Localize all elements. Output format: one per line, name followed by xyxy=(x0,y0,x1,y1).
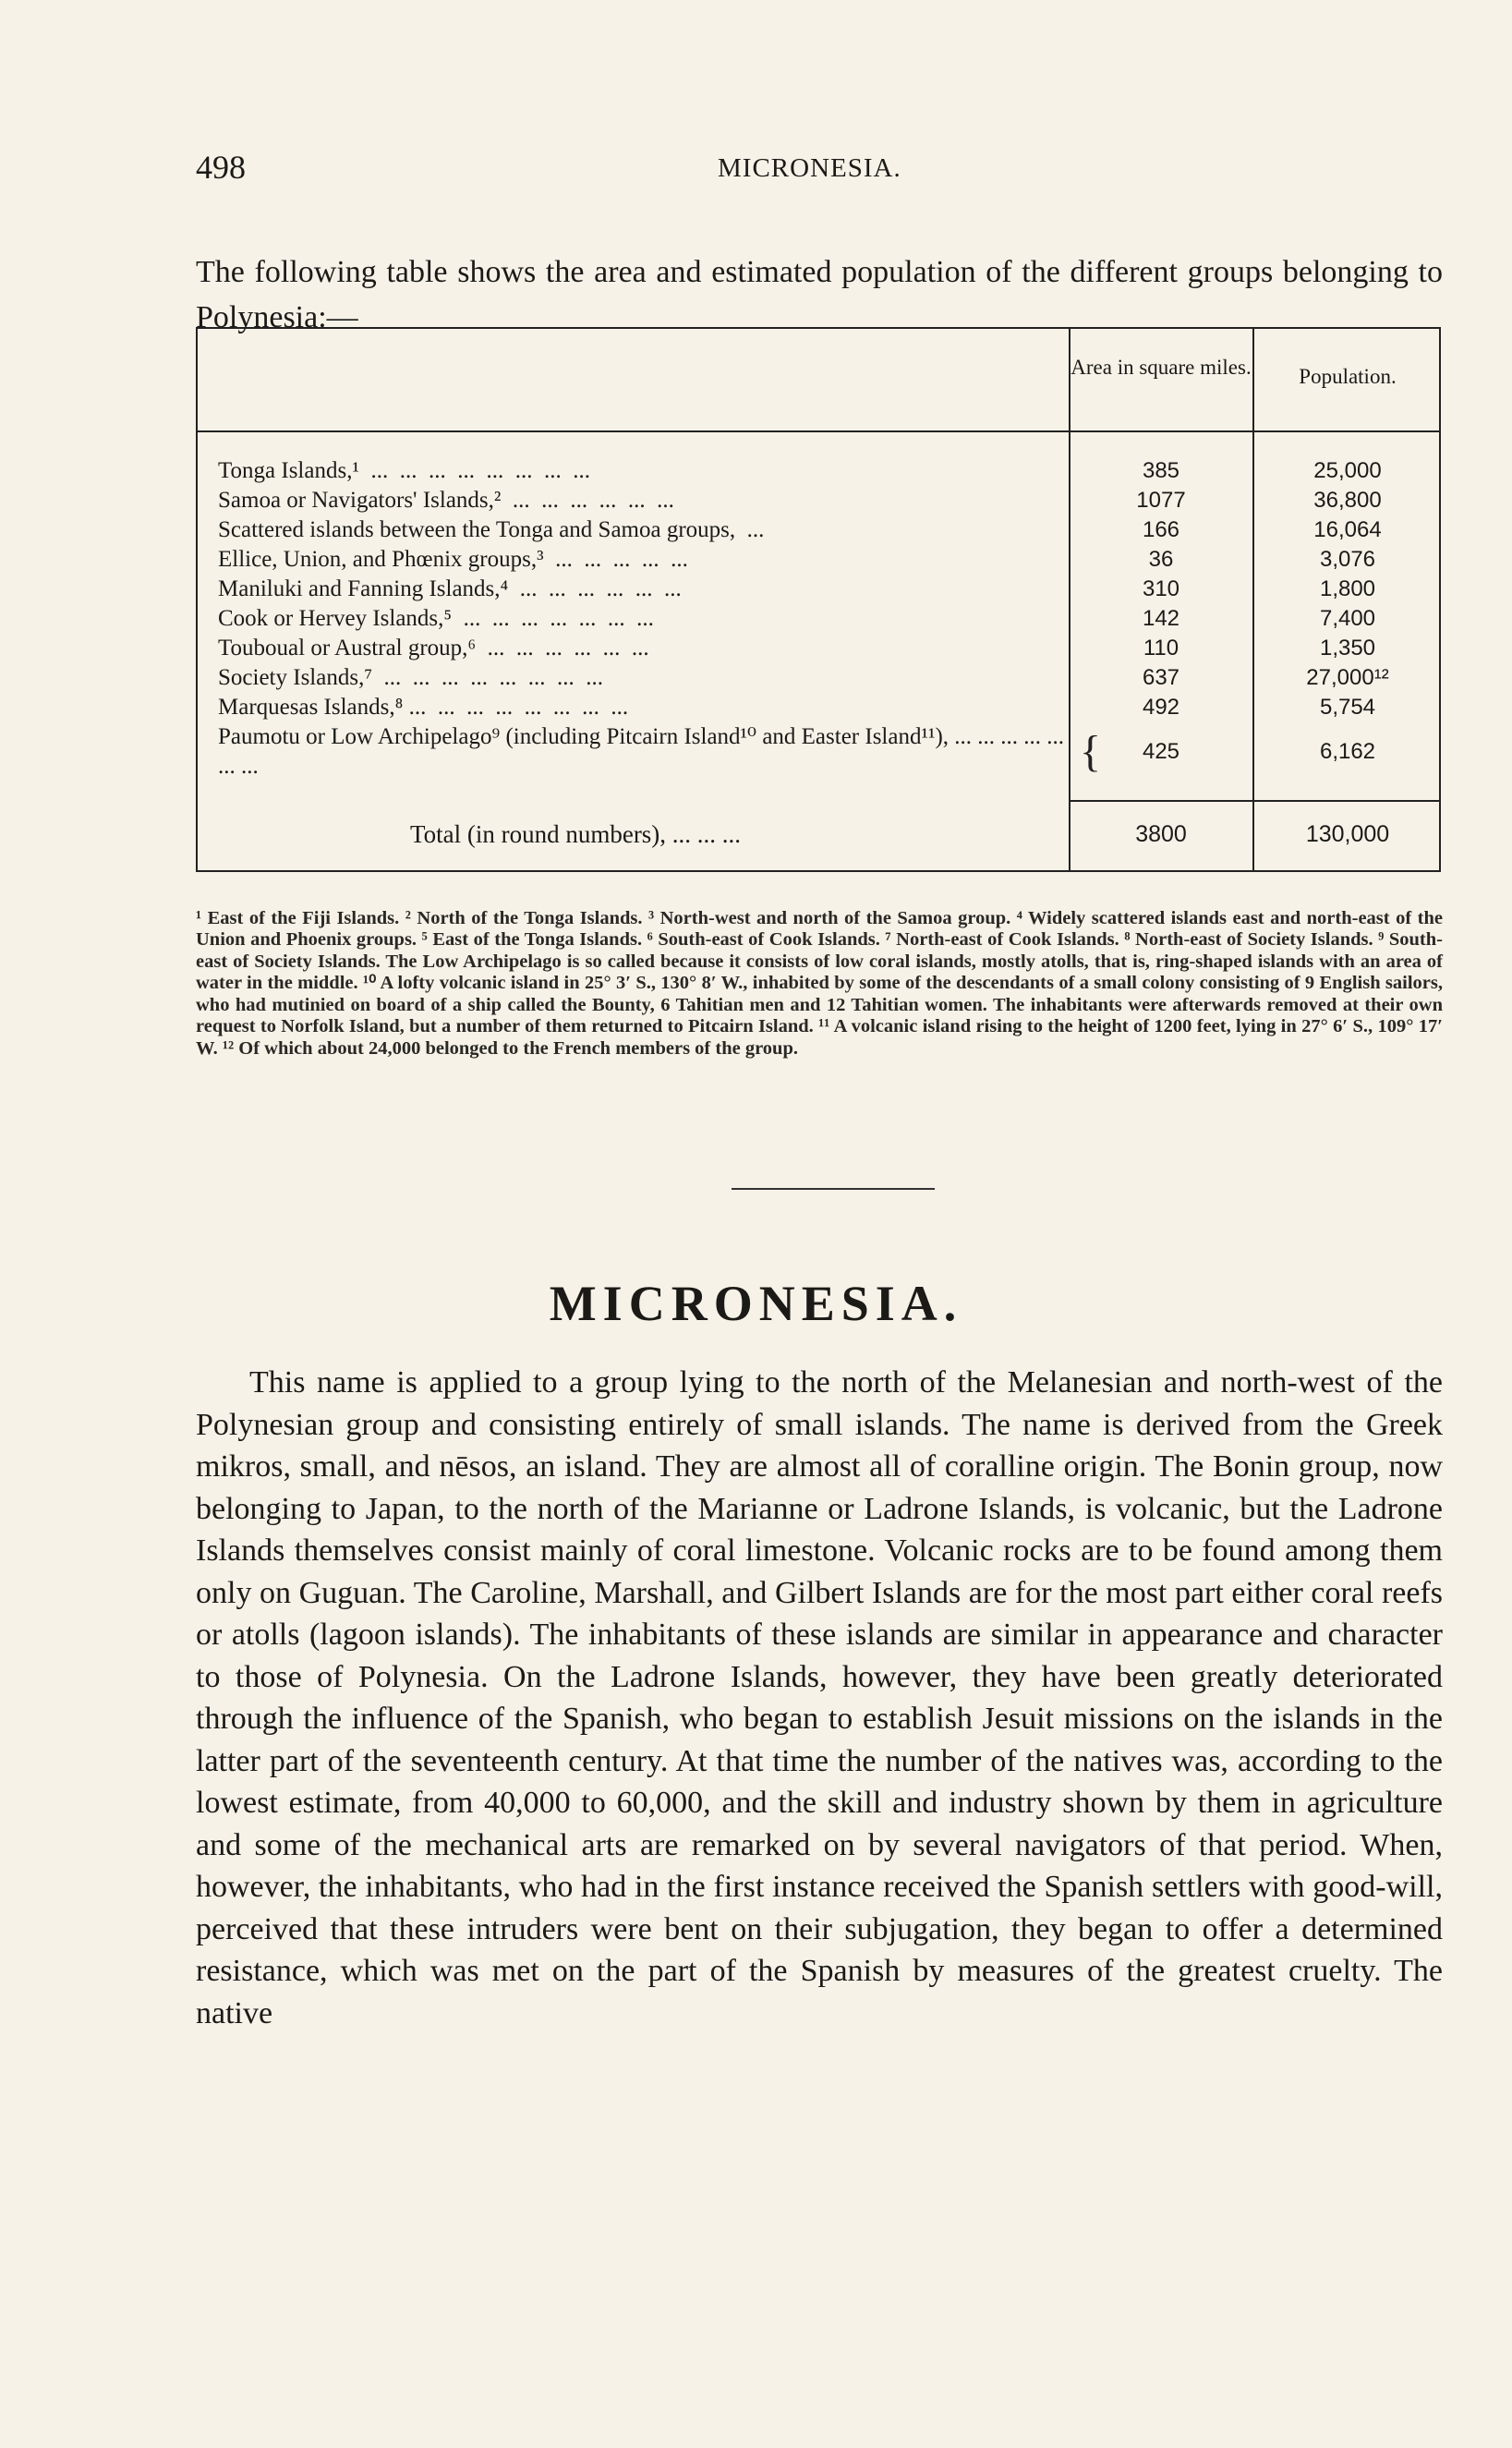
column-header-population: Population. xyxy=(1299,365,1397,388)
population-value: 1,350 xyxy=(1319,636,1376,660)
group-name: Maniluki and Fanning Islands,⁴ ... ... ... ... ... ... xyxy=(218,576,682,601)
table-row xyxy=(198,486,1439,515)
group-name: Scattered islands between the Tonga and Samoa groups, ... xyxy=(218,517,765,542)
total-population: 130,000 xyxy=(1305,821,1390,847)
table-body xyxy=(198,456,1439,782)
header-rule xyxy=(198,430,1439,432)
area-value: 142 xyxy=(1142,606,1180,631)
area-value: 1077 xyxy=(1136,488,1186,513)
column-header-area: Area in square miles. xyxy=(1070,356,1252,379)
population-value: 16,064 xyxy=(1313,517,1382,542)
intro-paragraph: The following table shows the area and estimated population of the different groups belonging to Polynesia:— xyxy=(196,255,1443,334)
brace-icon: { xyxy=(1080,727,1102,776)
population-value: 25,000 xyxy=(1313,458,1382,483)
area-value: 385 xyxy=(1142,458,1180,483)
total-row xyxy=(198,816,1439,853)
area-value: 492 xyxy=(1142,695,1180,720)
table-row xyxy=(198,663,1439,693)
area-value: 425 xyxy=(1142,739,1180,764)
table-row xyxy=(198,515,1439,545)
table-row xyxy=(198,604,1439,634)
total-rule xyxy=(1069,800,1439,802)
table-row xyxy=(198,634,1439,663)
table-row xyxy=(198,456,1439,486)
table-row xyxy=(198,545,1439,575)
total-label: Total (in round numbers), ... ... ... xyxy=(410,820,742,848)
group-name: Paumotu or Low Archipelago⁹ (including Pitcairn Island¹⁰ and Easter Island¹¹), ... ... ... ... ... ... ... xyxy=(218,724,1065,779)
area-value: 637 xyxy=(1142,665,1180,690)
area-value: 110 xyxy=(1143,636,1179,660)
population-value: 6,162 xyxy=(1319,739,1376,764)
body-paragraph xyxy=(196,1362,1443,2034)
population-value: 36,800 xyxy=(1313,488,1382,513)
polynesia-table xyxy=(196,327,1441,872)
group-name: Cook or Hervey Islands,⁵ ... ... ... ... ... ... ... xyxy=(218,606,654,631)
section-title: MICRONESIA. xyxy=(549,1276,963,1332)
population-value: 3,076 xyxy=(1319,547,1376,572)
running-title: MICRONESIA. xyxy=(718,153,901,183)
table-row xyxy=(198,693,1439,722)
area-value: 310 xyxy=(1142,576,1180,601)
group-name: Touboual or Austral group,⁶ ... ... ... ... ... ... xyxy=(218,636,649,660)
area-value: 166 xyxy=(1142,517,1180,542)
table-row xyxy=(198,575,1439,604)
group-name: Marquesas Islands,⁸ ... ... ... ... ... ... ... ... xyxy=(218,695,629,720)
body-text: This name is applied to a group lying to the north of the Melanesian and north-west of the Polynesian group and consisting entirely of small islands. The name is derived from the Greek mikros, small, and nēsos, an island. They are almost all of coralline origin. The Bonin group, now belonging to Japan, to the north of the Marianne or Ladrone Islands, is volcanic, but the Ladrone Islands themselves consist mainly of coral limestone. Volcanic rocks are to be found among them only on Guguan. The Caroline, Marshall, and Gilbert Islands are for the most part either coral reefs or atolls (lagoon islands). The inhabitants of these islands are similar in appearance and character to those of Polynesia. On the Ladrone Islands, however, they have been greatly deteriorated through the influence of the Spanish, who began to establish Jesuit missions on the islands in the latter part of the seventeenth century. At that time the number of the natives was, according to the lowest estimate, from 40,000 to 60,000, and the skill and industry shown by them in agriculture and some of the mechanical arts are remarked on by several navigators of that period. When, however, the inhabitants, who had in the first instance received the Spanish settlers with good-will, perceived that these intruders were bent on their subjugation, they began to offer a determined resistance, which was met on the part of the Spanish by measures of the greatest cruelty. The native xyxy=(196,1365,1443,2030)
total-area: 3800 xyxy=(1135,821,1187,847)
group-name: Samoa or Navigators' Islands,² ... ... ... ... ... ... xyxy=(218,488,674,513)
table-row xyxy=(198,722,1439,782)
population-value: 7,400 xyxy=(1319,606,1376,631)
area-value: 36 xyxy=(1148,547,1174,572)
footnotes: ¹ East of the Fiji Islands. ² North of the Tonga Islands. ³ North-west and north of the Samoa group. ⁴ Widely scattered islands east and north-east of the Union and Phoenix groups. ⁵ East of the Tonga Islands. ⁶ South-east of Cook Islands. ⁷ North-east of Cook Islands. ⁸ North-east of Society Islands. ⁹ South-east of Society Islands. The Low Archipelago is so called because it consists of low coral islands, mostly atolls, that is, ring-shaped islands with an area of water in the middle. ¹⁰ A lofty volcanic island in 25° 3′ S., 130° 8′ W., inhabited by some of the descendants of a small colony consisting of 9 English sailors, who had mutinied on board of a ship called the Bounty, 6 Tahitian men and 12 Tahitian women. The inhabitants were afterwards removed at their own request to Norfolk Island, but a number of them returned to Pitcairn Island. ¹¹ A volcanic island rising to the height of 1200 feet, lying in 27° 6′ S., 109° 17′ W. ¹² Of which about 24,000 belonged to the French members of the group. xyxy=(196,907,1443,1059)
running-head xyxy=(196,148,1443,194)
group-name: Society Islands,⁷ ... ... ... ... ... ... ... ... xyxy=(218,665,604,690)
group-name: Tonga Islands,¹ ... ... ... ... ... ... ... ... xyxy=(218,458,590,483)
population-value: 5,754 xyxy=(1319,695,1376,720)
population-value: 27,000¹² xyxy=(1306,665,1389,690)
page-number: 498 xyxy=(196,149,246,186)
group-name: Ellice, Union, and Phœnix groups,³ ... ... ... ... ... xyxy=(218,547,688,572)
section-divider xyxy=(732,1188,935,1190)
population-value: 1,800 xyxy=(1319,576,1376,601)
